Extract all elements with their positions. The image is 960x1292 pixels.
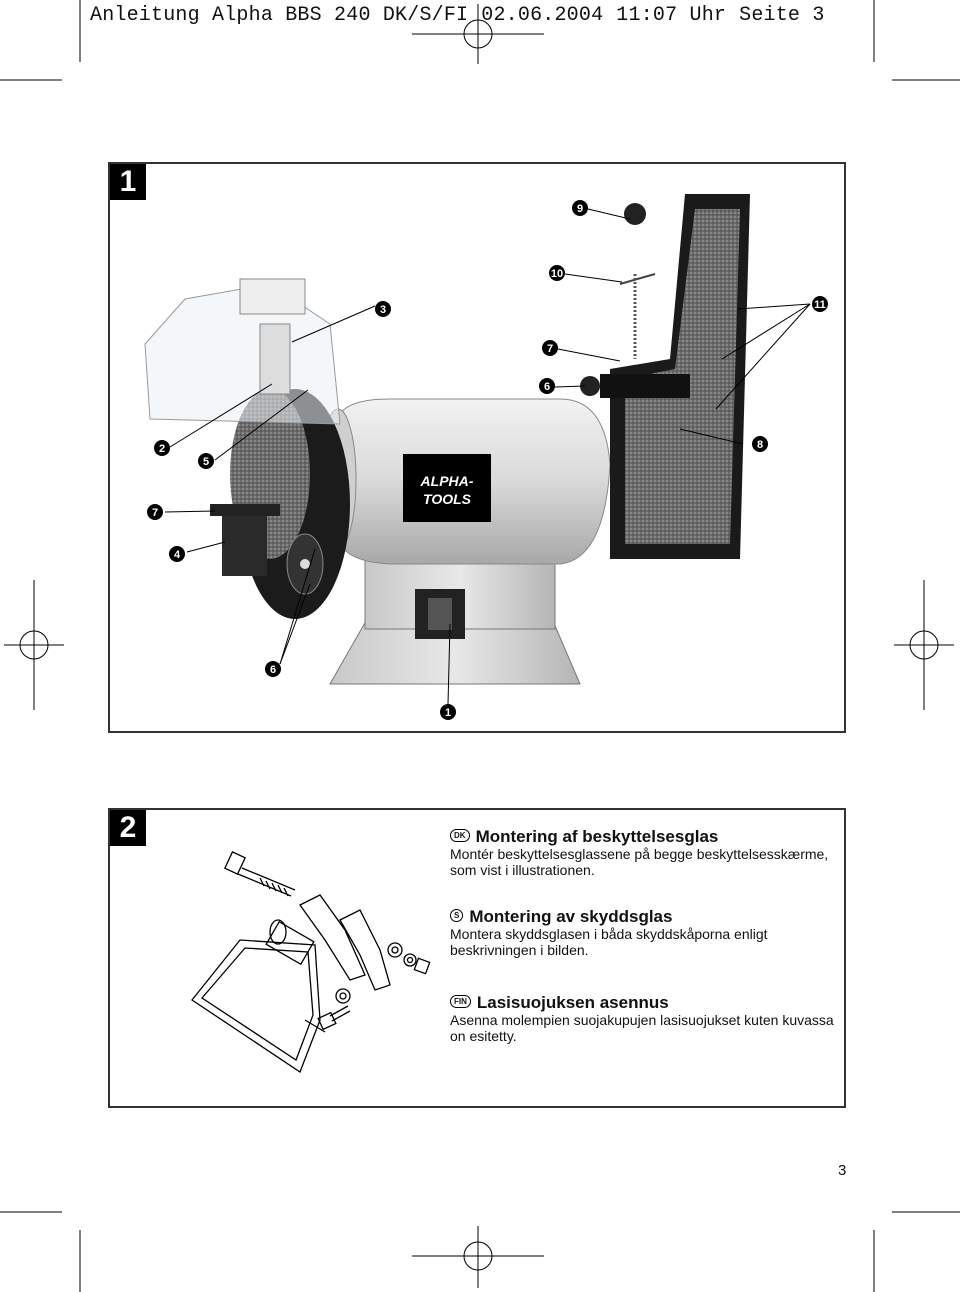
- bench-grinder-illustration: [110, 164, 846, 731]
- lang-badge-fin: FIN: [450, 995, 471, 1008]
- header-doc: Anleitung Alpha BBS 240 DK/S/FI: [90, 4, 469, 27]
- callout-10: [549, 265, 565, 281]
- lang-badge-dk: DK: [450, 829, 470, 842]
- svg-text:5: 5: [202, 456, 210, 468]
- instruction-dk-body: Montér beskyttelsesglassene på begge beskyttelsesskærme, som vist i illustrationen.: [450, 846, 829, 878]
- instruction-fin-title: FIN Lasisuojuksen asennus: [450, 994, 840, 1012]
- instruction-s-title: S Montering av skyddsglas: [450, 908, 840, 926]
- callout-6-left: [265, 661, 281, 677]
- callout-9: [572, 200, 588, 216]
- brand-logo-line1: ALPHA-: [420, 473, 474, 489]
- callout-6-right: [539, 378, 555, 394]
- page-number: 3: [838, 1162, 847, 1179]
- svg-text:8: 8: [756, 439, 764, 451]
- brand-logo-line2: TOOLS: [423, 491, 471, 507]
- instruction-dk: [450, 828, 840, 878]
- callout-5: [198, 453, 214, 469]
- header-page: Seite 3: [739, 4, 825, 27]
- instruction-dk-title: DK Montering af beskyttelsesglas: [450, 828, 840, 846]
- callout-11: [812, 296, 828, 312]
- svg-text:3: 3: [379, 304, 387, 316]
- svg-text:6: 6: [269, 664, 277, 676]
- instruction-s-body: Montera skyddsglasen i båda skyddskåporna enligt beskrivningen i bilden.: [450, 926, 768, 958]
- figure-2-number: 2: [110, 810, 146, 846]
- instruction-fin: [450, 994, 840, 1044]
- callout-1: [440, 704, 456, 720]
- callout-7-left: [147, 504, 163, 520]
- header-time: 11:07 Uhr: [616, 4, 727, 27]
- shield-assembly-drawing: [110, 810, 440, 1106]
- svg-text:7: 7: [546, 343, 554, 355]
- instruction-s: [450, 908, 840, 958]
- svg-text:10: 10: [550, 268, 564, 280]
- svg-text:1: 1: [444, 707, 452, 719]
- svg-text:11: 11: [814, 299, 826, 311]
- figure-2-panel: [108, 808, 846, 1108]
- callout-4: [169, 546, 185, 562]
- svg-text:2: 2: [158, 443, 166, 455]
- figure-1-panel: [108, 162, 846, 733]
- header-date: 02.06.2004: [481, 4, 604, 27]
- callout-8: [752, 436, 768, 452]
- svg-text:6: 6: [543, 381, 551, 393]
- svg-text:4: 4: [173, 549, 181, 561]
- svg-text:7: 7: [151, 507, 159, 519]
- callout-3: [375, 301, 391, 317]
- figure-1-number: 1: [110, 164, 146, 200]
- callout-7-right: [542, 340, 558, 356]
- svg-text:9: 9: [576, 203, 584, 215]
- lang-badge-s: S: [450, 909, 463, 922]
- callout-2: [154, 440, 170, 456]
- instruction-fin-body: Asenna molempien suojakupujen lasisuojukset kuten kuvassa on esitetty.: [450, 1012, 834, 1044]
